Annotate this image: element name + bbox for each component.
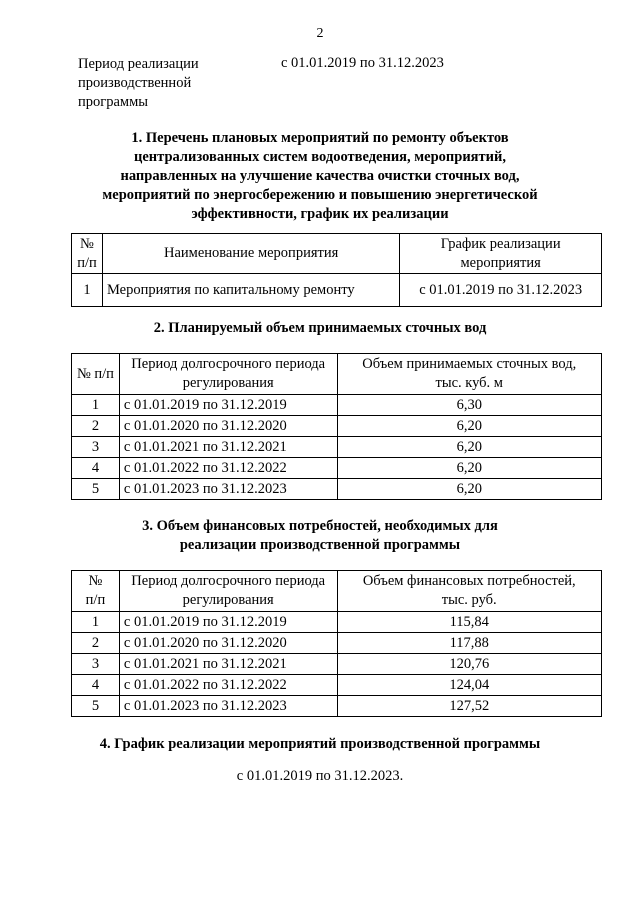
- header-line: Период долгосрочного периода: [131, 356, 326, 372]
- cell-period: с 01.01.2022 по 31.12.2022: [119, 458, 337, 479]
- section1-title-line: направленных на улучшение качества очистки сточных вод,: [120, 168, 520, 184]
- cell-num: 3: [72, 654, 120, 675]
- header-line: п/п: [85, 592, 106, 608]
- cell-period: с 01.01.2019 по 31.12.2019: [119, 395, 337, 416]
- cell-num: 1: [72, 612, 120, 633]
- table-row: [72, 612, 602, 633]
- table-row: [72, 654, 602, 675]
- table-header-row: [72, 571, 602, 612]
- table-header-row: [72, 234, 602, 274]
- col-header-name: Наименование мероприятия: [102, 234, 399, 274]
- col-header-period: [119, 354, 337, 395]
- col-header-finance: [337, 571, 602, 612]
- cell-period: с 01.01.2020 по 31.12.2020: [119, 633, 337, 654]
- header-line: Период долгосрочного периода: [131, 573, 326, 589]
- cell-period: с 01.01.2023 по 31.12.2023: [119, 479, 337, 500]
- cell-schedule: с 01.01.2019 по 31.12.2023: [400, 274, 602, 307]
- table-row: [72, 437, 602, 458]
- table-row: [72, 675, 602, 696]
- cell-period: с 01.01.2022 по 31.12.2022: [119, 675, 337, 696]
- header-line: Объем принимаемых сточных вод,: [362, 356, 577, 372]
- col-header-period: [119, 571, 337, 612]
- table-row: [72, 416, 602, 437]
- cell-value: 6,30: [337, 395, 601, 416]
- header-line: п/п: [77, 254, 97, 271]
- header-line: №: [88, 573, 103, 589]
- cell-num: 3: [72, 437, 120, 458]
- header-line: регулирования: [182, 375, 274, 391]
- cell-num: 1: [72, 395, 120, 416]
- cell-name: Мероприятия по капитальному ремонту: [102, 274, 399, 307]
- cell-period: с 01.01.2021 по 31.12.2021: [119, 654, 337, 675]
- period-label-line: программы: [78, 94, 148, 110]
- section2-title: 2. Планируемый объем принимаемых сточных вод: [153, 320, 487, 336]
- table-row: [72, 274, 602, 307]
- table-row: [72, 633, 602, 654]
- cell-value: 6,20: [337, 416, 601, 437]
- cell-value: 6,20: [337, 458, 601, 479]
- col-header-num: № п/п: [72, 354, 120, 395]
- period-value: с 01.01.2019 по 31.12.2023: [281, 55, 444, 71]
- cell-value: 124,04: [337, 675, 602, 696]
- cell-period: с 01.01.2023 по 31.12.2023: [119, 696, 337, 717]
- cell-value: 115,84: [337, 612, 602, 633]
- section3-title-line: реализации производственной программы: [179, 537, 461, 553]
- cell-num: 5: [72, 479, 120, 500]
- wastewater-volume-table: [71, 353, 602, 500]
- period-label-line: Период реализации: [78, 56, 199, 72]
- cell-value: 117,88: [337, 633, 602, 654]
- section1-title-line: эффективности, график их реализации: [191, 206, 449, 222]
- header-line: мероприятия: [460, 254, 541, 271]
- cell-num: 4: [72, 675, 120, 696]
- cell-num: 2: [72, 633, 120, 654]
- table-row: [72, 479, 602, 500]
- page-number: 2: [316, 26, 324, 41]
- col-header-num: [72, 571, 120, 612]
- col-header-schedule: [400, 234, 602, 274]
- financial-needs-table: [71, 570, 602, 717]
- cell-num: 4: [72, 458, 120, 479]
- cell-value: 6,20: [337, 437, 601, 458]
- col-header-num: [72, 234, 103, 274]
- header-line: Объем финансовых потребностей,: [362, 573, 576, 589]
- cell-period: с 01.01.2020 по 31.12.2020: [119, 416, 337, 437]
- col-header-volume: [337, 354, 601, 395]
- cell-value: 6,20: [337, 479, 601, 500]
- header-line: тыс. руб.: [441, 592, 497, 608]
- cell-num: 1: [72, 274, 103, 307]
- section4-title: 4. График реализации мероприятий производственной программы: [99, 736, 541, 752]
- cell-num: 2: [72, 416, 120, 437]
- period-label-line: производственной: [78, 75, 192, 91]
- table-row: [72, 395, 602, 416]
- cell-period: с 01.01.2019 по 31.12.2019: [119, 612, 337, 633]
- section1-title-line: мероприятий по энергосбережению и повышению энергетической: [102, 187, 538, 203]
- section1-title: [0, 129, 640, 224]
- section4-schedule-text: с 01.01.2019 по 31.12.2023.: [236, 768, 404, 784]
- header-line: регулирования: [182, 592, 274, 608]
- section3-title: [0, 517, 640, 555]
- cell-num: 5: [72, 696, 120, 717]
- section3-title-line: 3. Объем финансовых потребностей, необходимых для: [142, 518, 498, 534]
- cell-value: 120,76: [337, 654, 602, 675]
- table-row: [72, 458, 602, 479]
- section1-title-line: 1. Перечень плановых мероприятий по ремонту объектов: [131, 130, 509, 146]
- cell-value: 127,52: [337, 696, 602, 717]
- header-line: График реализации: [440, 235, 561, 252]
- period-label: [78, 55, 248, 112]
- table-row: [72, 696, 602, 717]
- header-line: №: [80, 235, 94, 252]
- header-line: тыс. куб. м: [435, 375, 503, 391]
- table-header-row: [72, 354, 602, 395]
- activities-table: [71, 233, 602, 307]
- section1-title-line: централизованных систем водоотведения, мероприятий,: [134, 149, 506, 165]
- cell-period: с 01.01.2021 по 31.12.2021: [119, 437, 337, 458]
